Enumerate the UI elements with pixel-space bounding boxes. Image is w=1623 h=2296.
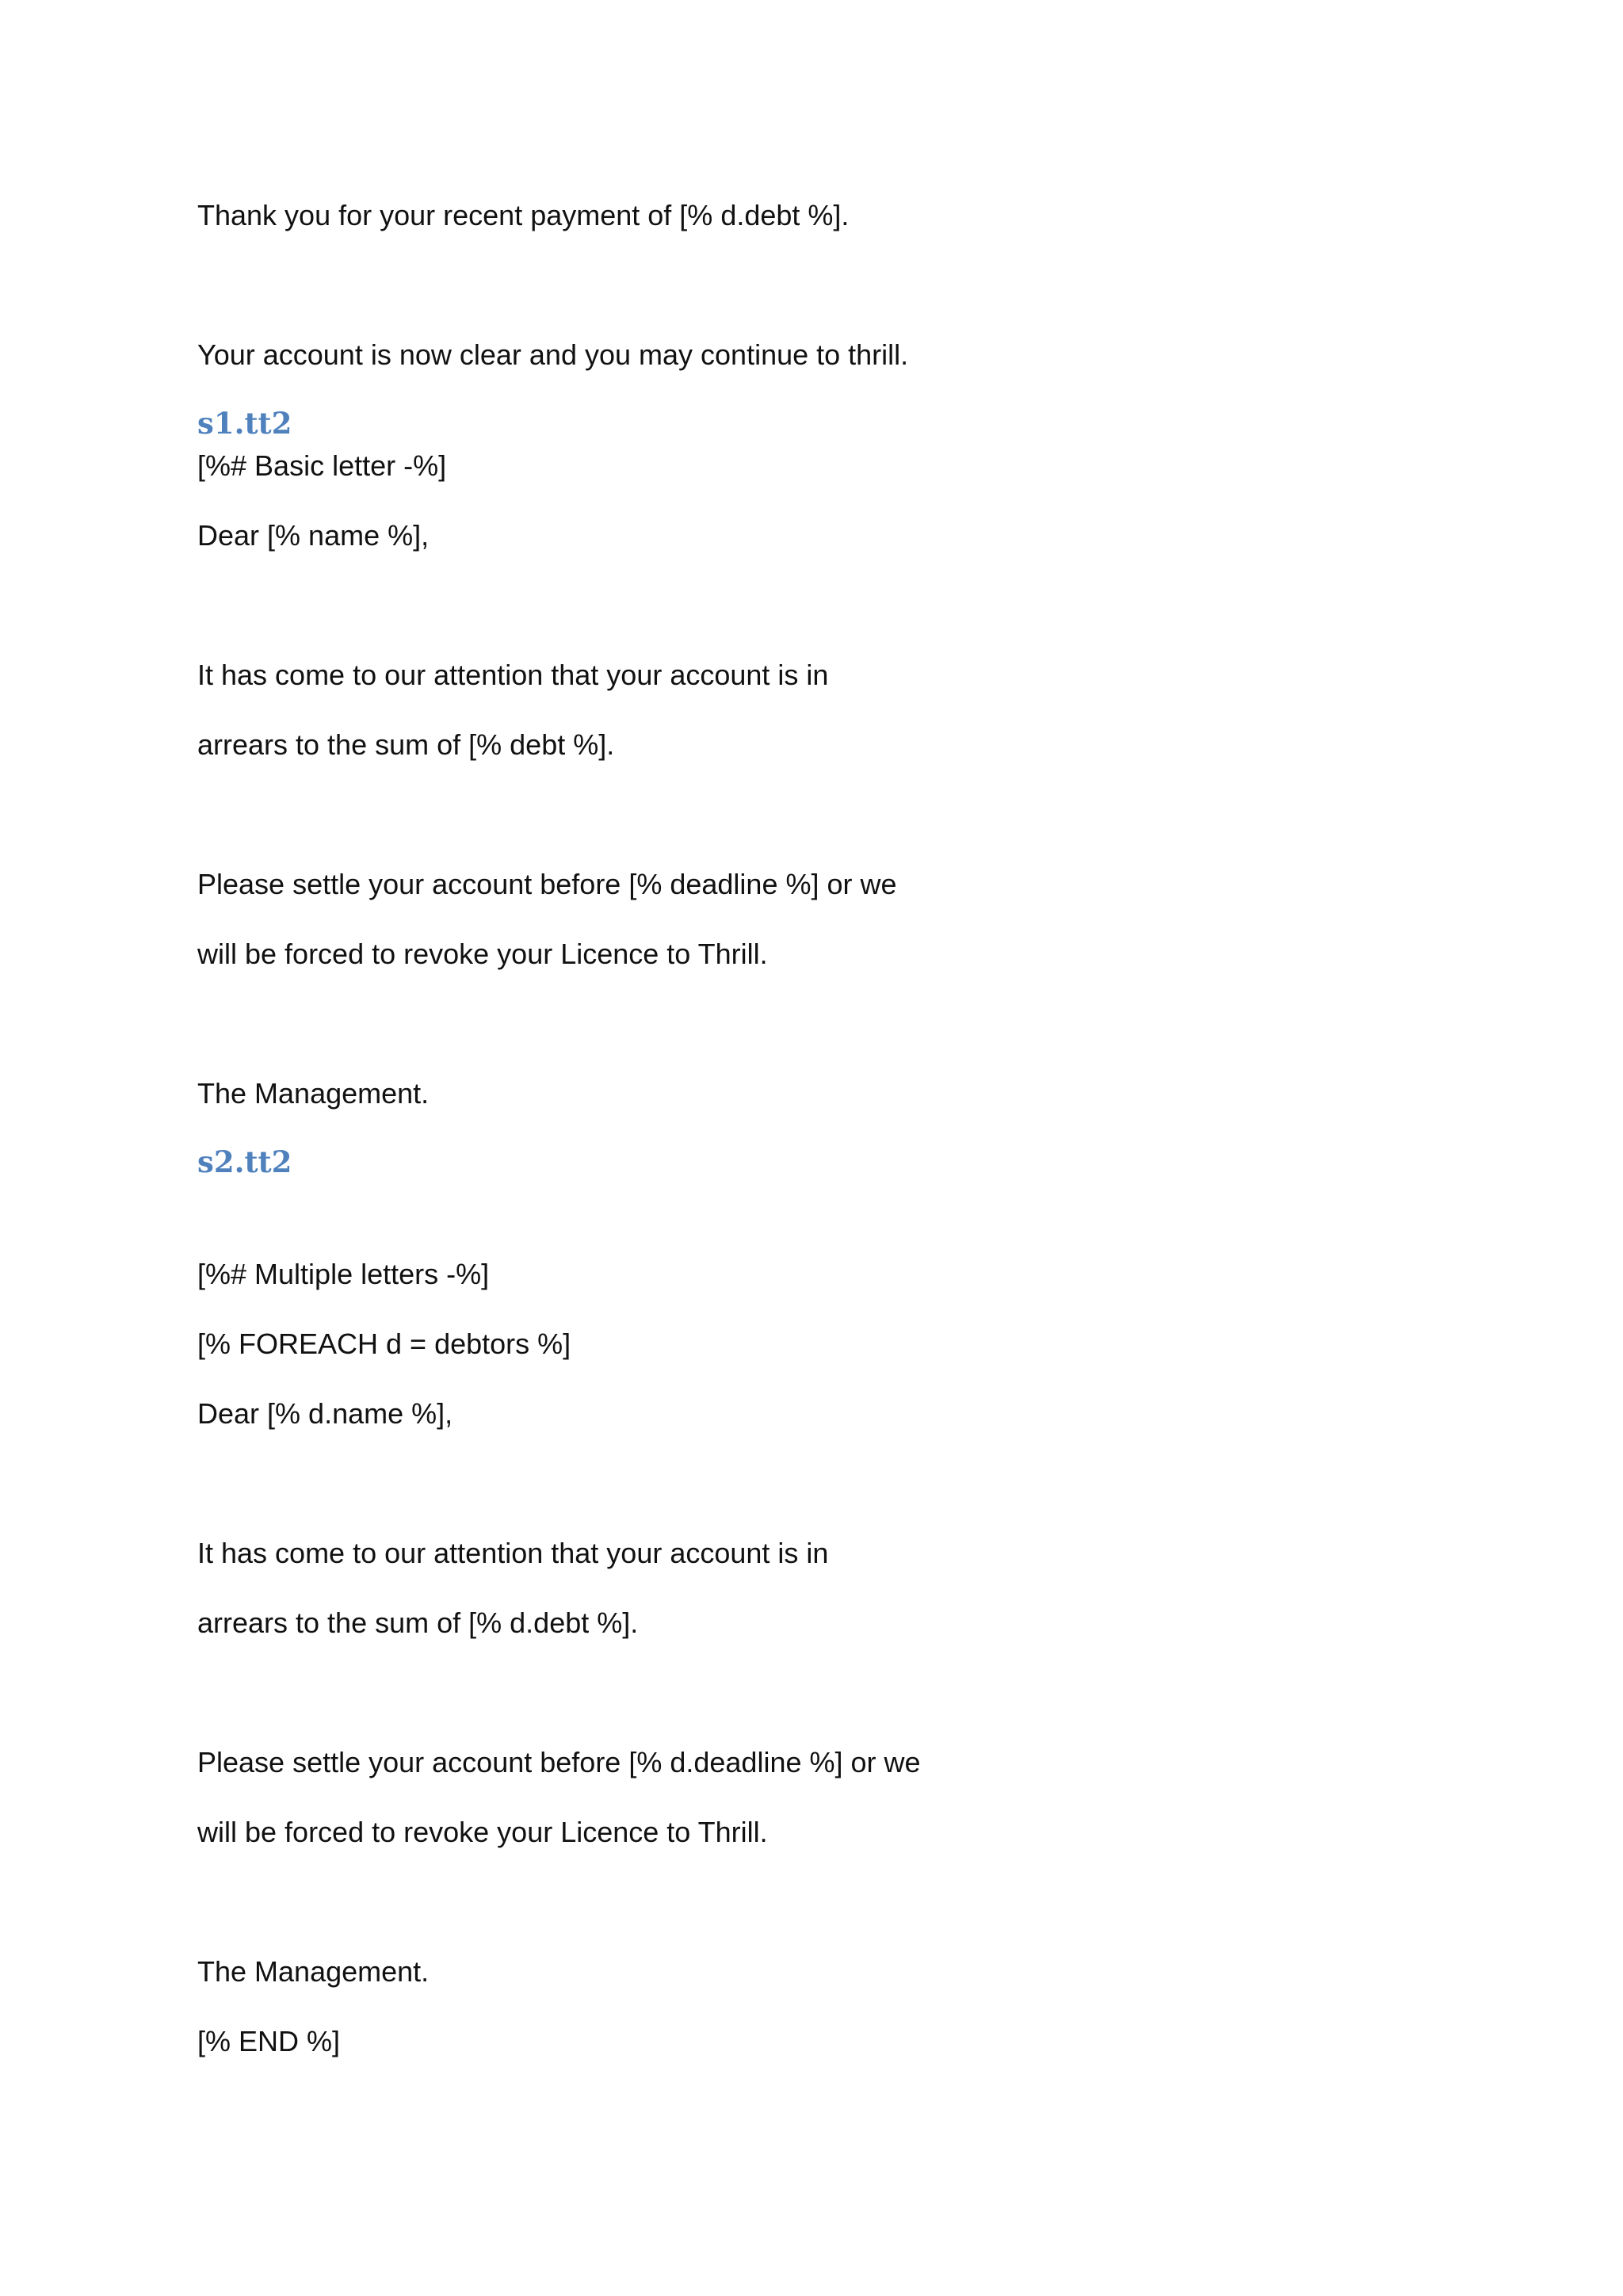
text-line: [% END %] (197, 2025, 341, 2057)
text-line: Please settle your account before [% d.deadline %] or we (197, 1746, 921, 1778)
text-line: [%# Basic letter -%] (197, 449, 447, 482)
section-heading-s1: s1.tt2 (197, 406, 292, 441)
text-line: It has come to our attention that your account is in (197, 659, 829, 691)
text-line: The Management. (197, 1955, 430, 1988)
section-heading-s2: s2.tt2 (197, 1144, 292, 1179)
text-line: [% FOREACH d = debtors %] (197, 1328, 571, 1360)
text-line: Thank you for your recent payment of [% d.debt %]. (197, 199, 850, 231)
text-line: arrears to the sum of [% d.debt %]. (197, 1606, 639, 1639)
text-line: [%# Multiple letters -%] (197, 1258, 490, 1290)
text-line: Please settle your account before [% deadline %] or we (197, 868, 897, 900)
text-line: will be forced to revoke your Licence to Thrill. (197, 1816, 768, 1848)
text-line: The Management. (197, 1077, 430, 1110)
text-line: arrears to the sum of [% debt %]. (197, 728, 615, 761)
text-line: Your account is now clear and you may continue to thrill. (197, 338, 909, 371)
text-line: It has come to our attention that your account is in (197, 1537, 829, 1569)
text-line: Dear [% name %], (197, 519, 430, 552)
text-line: Dear [% d.name %], (197, 1397, 453, 1430)
text-line: will be forced to revoke your Licence to Thrill. (197, 938, 768, 970)
